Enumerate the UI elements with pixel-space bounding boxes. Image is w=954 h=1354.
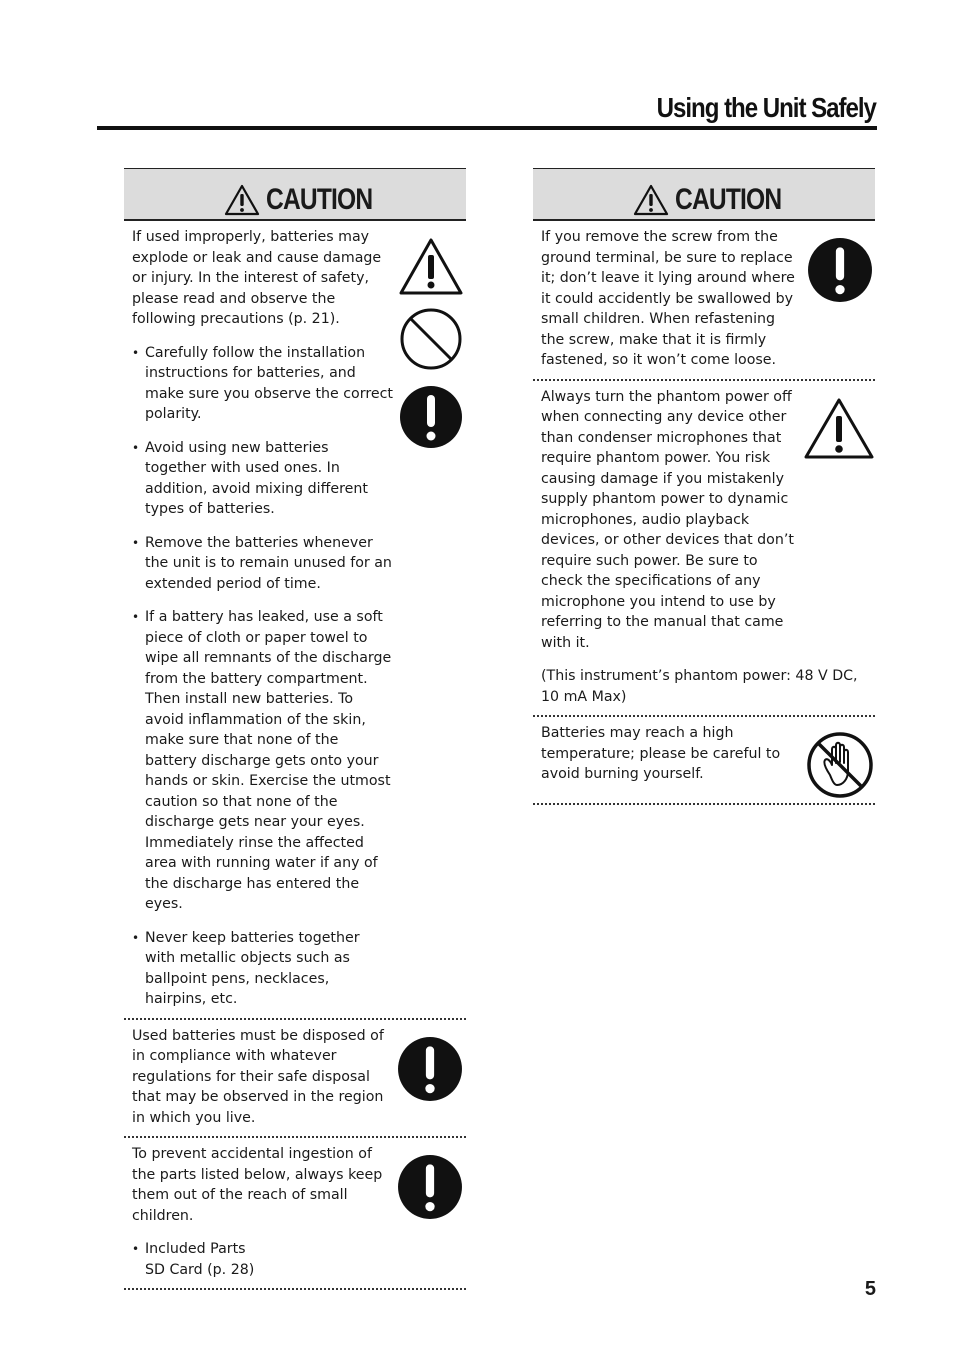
left-caution-column [124, 168, 466, 1290]
mandatory-icon [397, 1154, 463, 1220]
right-caution-column [533, 168, 875, 805]
list-item: • Carefully follow the installation instructions for batteries, and make sure you observe the correct polarity. [132, 343, 394, 425]
list-item: • Avoid using new batteries together with used ones. In addition, avoid mixing different types of batteries. [132, 438, 394, 520]
caution-item-small-parts [124, 1138, 466, 1290]
caution-label: CAUTION [675, 183, 782, 216]
mandatory-icon [399, 385, 463, 449]
list-item [132, 1239, 394, 1280]
caution-item-ground-screw [533, 221, 875, 381]
list-item: • Never keep batteries together with metallic objects such as ballpoint pens, necklaces, hairpins, etc. [132, 928, 394, 1010]
list-item-line: SD Card (p. 28) [145, 1261, 255, 1278]
caution-header [533, 168, 875, 221]
item-text: Used batteries must be disposed of in compliance with whatever regulations for their safe disposal that may be observed in the region in which you live. [132, 1027, 384, 1126]
mandatory-icon [807, 237, 873, 303]
prohibited-icon [399, 307, 463, 371]
warning-triangle-icon [398, 237, 464, 297]
page-title: Using the Unit Safely [656, 92, 876, 123]
caution-item-hot-batteries [533, 717, 875, 805]
item-text: Batteries may reach a high temperature; please be careful to avoid burning yourself. [541, 725, 781, 782]
list-item-line: • Included Parts [145, 1241, 246, 1257]
item-text: To prevent accidental ingestion of the parts listed below, always keep them out of the reach of small children. [132, 1146, 383, 1224]
caution-triangle-icon [224, 184, 260, 216]
caution-triangle-icon [633, 184, 669, 216]
caution-item-disposal [124, 1020, 466, 1139]
page-number: 5 [864, 1278, 876, 1300]
list-item: • If a battery has leaked, use a soft piece of cloth or paper towel to wipe all remnants of the discharge from the battery compartment. Then install new batteries. To avoid inflammation of the skin, make sure that none of the battery discharge gets onto your hands or skin. Exercise the utmost caution so that none of the discharge gets near your eyes. Immediately rinse the affected area with running water if any of the discharge has entered the eyes. [132, 607, 394, 915]
do-not-touch-icon [806, 731, 874, 799]
caution-header [124, 168, 466, 221]
caution-label: CAUTION [266, 183, 373, 216]
caution-item-phantom-power [533, 381, 875, 718]
item-text: If used improperly, batteries may explode or leak and cause damage or injury. In the interest of safety, please read and observe the following precautions (p. 21). [132, 229, 382, 327]
mandatory-icon [397, 1036, 463, 1102]
title-rule [97, 126, 877, 130]
item-text: If you remove the screw from the ground terminal, be sure to replace it; don’t leave it lying around where it could accidently be swallowed by small children. When refastening the screw, make that it is firmly fastened, so it won’t come loose. [541, 229, 795, 368]
item-note: (This instrument’s phantom power: 48 V DC, 10 mA Max) [541, 668, 858, 705]
list-item: • Remove the batteries whenever the unit is to remain unused for an extended period of time. [132, 533, 394, 595]
warning-triangle-icon [803, 397, 875, 461]
caution-item-batteries [124, 221, 466, 1020]
item-text: Always turn the phantom power off when connecting any device other than condenser microphones that require phantom power. You risk causing damage if you mistakenly supply phantom power to dynamic microphones, audio playback devices, or other devices that don’t require such power. Be sure to check the specifications of any microphone you intend to use by referring to the manual that came with it. [541, 388, 794, 651]
